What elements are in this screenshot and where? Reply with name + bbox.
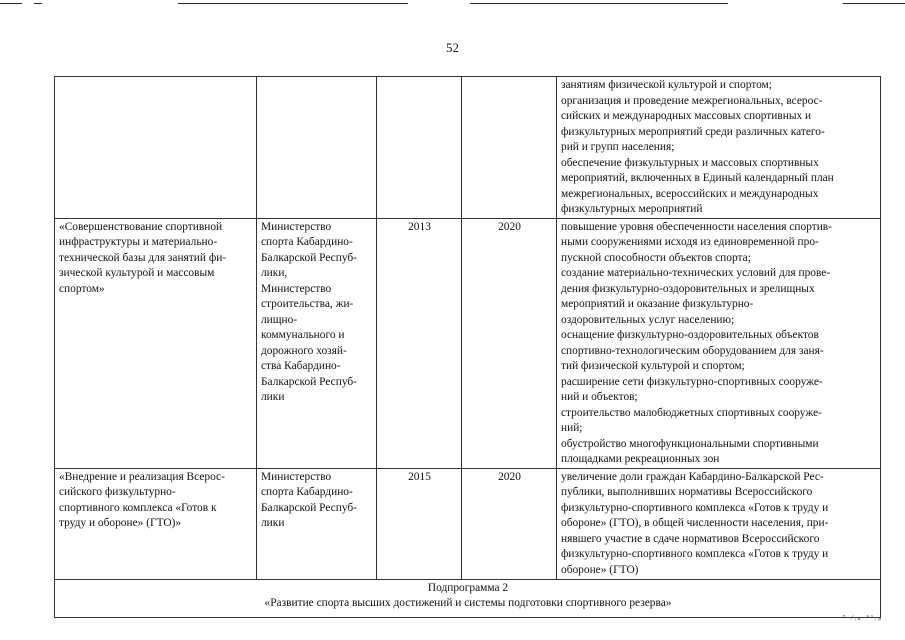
text-line: Балкарской Респуб- (261, 375, 357, 388)
text-line: рий и групп населения; (561, 141, 675, 153)
text-line: пускной способности объектов спорта; (561, 251, 751, 264)
measure-name-cell (55, 218, 257, 468)
text-line: площадками рекреационных зон (561, 453, 720, 465)
text-line: мероприятий и оказание физкультурно- (561, 298, 754, 310)
text-line: инфраструктуры и материально- (59, 236, 218, 248)
subprogram-name: «Развитие спорта высших достижений и системы подготовки спортивного резерва» (264, 597, 672, 609)
text-line: повышение уровня обеспеченности населения спортив- (561, 220, 832, 233)
text-line: строительства, жи- (261, 298, 354, 310)
text-line: ний; (561, 422, 583, 434)
text-line: лики, (261, 267, 288, 279)
text-line: строительство малобюджетных спортивных сооруже- (561, 406, 822, 419)
text-line: спорта Кабардино- (261, 486, 353, 498)
text-line: расширение сети физкультурно-спортивных сооруже- (561, 375, 823, 388)
text-line: Министерство (261, 220, 332, 233)
text-line: лищно- (261, 313, 298, 326)
text-line: физкультурных мероприятий среди различных катего- (561, 125, 825, 138)
text-line: спортом» (59, 282, 105, 295)
text-line: спортивно-технологическим оборудованием для заня- (561, 344, 824, 357)
text-line: оздоровительных услуг населению; (561, 313, 735, 326)
text-line: обороне» (ГТО) (561, 563, 639, 576)
text-line: нявшего участие в сдаче нормативов Всероссийского (561, 532, 820, 545)
text-line: Балкарской Респуб- (261, 251, 357, 264)
text-line: ства Кабардино- (261, 360, 341, 372)
text-line: организация и проведение межрегиональных, всерос- (561, 94, 823, 107)
text-line: обустройство многофункциональными спортивными (561, 437, 819, 450)
text-line: физкультурно-спортивного комплекса «Готов к труду и (561, 548, 829, 560)
page-number: 52 (446, 40, 459, 55)
header-rule (34, 3, 42, 4)
table-row (55, 468, 881, 579)
header-rule (178, 3, 408, 4)
text-line: физкультурных мероприятий (561, 203, 703, 215)
text-line: сийского физкультурно- (59, 486, 176, 498)
program-table (54, 76, 881, 618)
header-rule (470, 3, 728, 4)
start-year-cell: 2013 (377, 218, 462, 468)
text-line: обеспечение физкультурных и массовых спортивных (561, 156, 819, 169)
text-line: создание материально-технических условий для прове- (561, 267, 831, 279)
scan-footer-mark: " ⁄ᵢₙ ⁹¹ᵢₚ (842, 614, 883, 622)
executor-cell (257, 77, 377, 219)
text-line: Балкарской Респуб- (261, 501, 357, 514)
start-year-cell: 2015 (377, 468, 462, 579)
end-year-cell: 2020 (462, 218, 557, 468)
text-line: дения физкультурно-оздоровительных и зрелищных (561, 282, 815, 295)
subprogram-row (55, 579, 881, 617)
text-line: Министерство (261, 470, 332, 483)
text-line: обороне» (ГТО), в общей численности населения, при- (561, 517, 829, 529)
end-year-cell: 2020 (462, 468, 557, 579)
subprogram-title: Подпрограмма 2 (427, 581, 509, 594)
text-line: Министерство (261, 282, 332, 295)
header-rule (843, 3, 905, 4)
text-line: физкультурно-спортивного комплекса «Готов к труду и (561, 501, 829, 514)
text-line: труду и обороне» (ГТО)» (59, 517, 182, 529)
text-line: мероприятий, включенных в Единый календарный план (561, 172, 834, 184)
start-year-cell (377, 77, 462, 219)
text-line: коммунального и (261, 329, 345, 341)
table-row (55, 77, 881, 219)
text-line: ний и объектов; (561, 391, 638, 403)
text-line: сийских и международных массовых спортивных и (561, 110, 812, 122)
text-line: оснащение физкультурно-оздоровительных объектов (561, 329, 819, 341)
expected-result-cell (557, 468, 881, 579)
text-line: увеличение доли граждан Кабардино-Балкарской Рес- (561, 470, 824, 483)
end-year-cell (462, 77, 557, 219)
text-line: дорожного хозяй- (261, 344, 347, 357)
subprogram-heading (55, 579, 881, 617)
text-line: «Совершенствование спортивной (59, 220, 223, 233)
expected-result-cell (557, 218, 881, 468)
text-line: спортивного комплекса «Готов к (59, 501, 217, 514)
text-line: лики (261, 391, 285, 403)
expected-result-cell (557, 77, 881, 219)
text-line: межрегиональных, всероссийских и международных (561, 187, 819, 200)
measure-name-cell (55, 468, 257, 579)
text-line: ными сооружениями исходя из единовременной про- (561, 236, 819, 248)
measure-name-cell (55, 77, 257, 219)
text-line: лики (261, 517, 285, 529)
table-row (55, 218, 881, 468)
executor-cell (257, 218, 377, 468)
text-line: спорта Кабардино- (261, 236, 353, 248)
executor-cell (257, 468, 377, 579)
text-line: занятиям физической культурой и спортом; (561, 79, 772, 91)
text-line: зической культурой и массовым (59, 267, 215, 279)
header-rule (0, 3, 22, 4)
text-line: публики, выполнивших нормативы Всероссийского (561, 486, 813, 498)
text-line: тий физической культурой и спортом; (561, 360, 745, 372)
text-line: «Внедрение и реализация Всерос- (59, 470, 225, 483)
text-line: технической базы для занятий фи- (59, 251, 227, 264)
